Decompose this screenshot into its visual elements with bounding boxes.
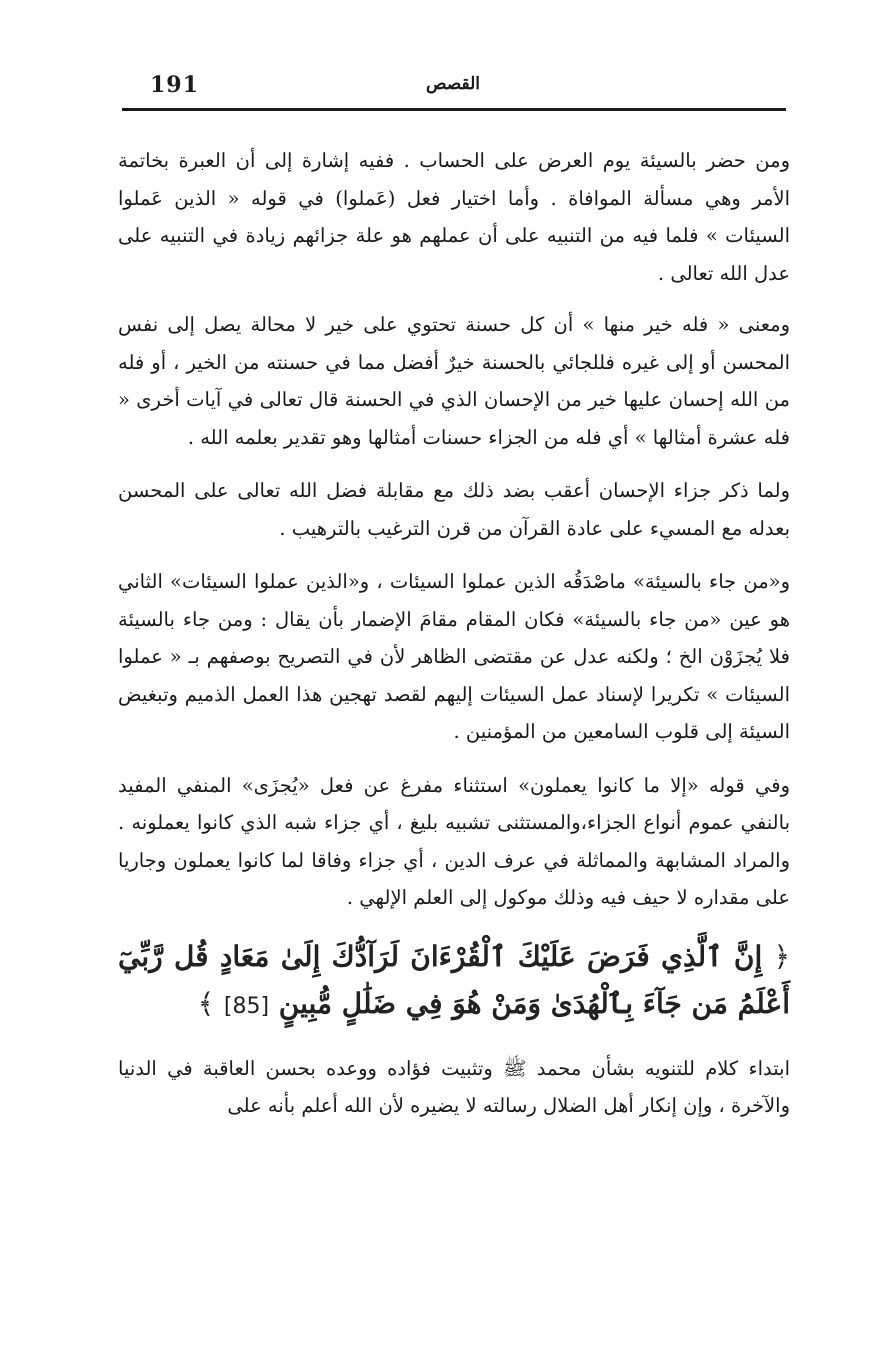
paragraph-commentary: ابتداء كلام للتنويه بشأن محمد ﷺ وتثبيت فؤاده ووعده بحسن العاقبة في الدنيا والآخرة ، وإن إنكار أهل الضلال رسالته لا يضيره لأن الله أعلم بأنه على: [118, 1056, 790, 1117]
page-header: [122, 62, 784, 108]
paragraph-5: وفي قوله «إلا ما كانوا يعملون» استثناء مفرغ عن فعل «يُجزَى» المنفي المفيد بالنفي عموم أنواع الجزاء،والمستثنى تشبيه بليغ ، أي جزاء شبه الذي كانوا يعملونه . والمراد المشابهة والمماثلة في عرف الدين ، أي جزاء وفاقا لما كانوا يعملون وجاريا على مقداره لا حيف فيه وذلك موكول إلى العلم الإلهي .: [118, 773, 790, 909]
body-text: [118, 142, 790, 1141]
header-rule: [122, 108, 786, 111]
verse-open-brace: ﴿: [773, 939, 790, 973]
verse-text: إِنَّ ٱلَّذِي فَرَضَ عَلَيْكَ ٱلْقُرْءَانَ لَرَآدُّكَ إِلَىٰ مَعَادٍ قُل رَّبِّيٓ أَعْلَمُ مَن جَآءَ بِٱلْهُدَىٰ وَمَنْ هُوَ فِي ضَلَٰلٍ مُّبِينٍ: [118, 939, 790, 1020]
verse-number: [85]: [223, 993, 270, 1019]
running-title: القصص: [425, 74, 481, 94]
paragraph-2: ومعنى « فله خير منها » أن كل حسنة تحتوي على خير لا محالة يصل إلى نفس المحسن أو إلى غيره فللجائي بالحسنة خيرٌ أفضل مما في حسنته من الخير ، أو فله من الله إحسان عليها خير من الإحسان الذي في الحسنة قال تعالى في آيات أخرى « فله عشرة أمثالها » أي فله من الجزاء حسنات أمثالها وهو تقدير بعلمه الله .: [118, 313, 790, 449]
verse-close-brace: ﴾: [197, 986, 215, 1020]
paragraph-4: و«من جاء بالسيئة» ماصْدَقُه الذين عملوا السيئات ، و«الذين عملوا السيئات» الثاني هو عين «من جاء بالسيئة» فكان المقام مقامَ الإضمار بأن يقال : ومن جاء بالسيئة فلا يُجزَوْن الخ ؛ ولكنه عدل عن مقتضى الظاهر لأن في التصريح بوصفهم بـ « عملوا السيئات » تكريرا لإسناد عمل السيئات إليهم لقصد تهجين هذا العمل الذميم وتبغيض السيئة إلى قلوب السامعين من المؤمنين .: [118, 570, 790, 743]
paragraph-1: ومن حضر بالسيئة يوم العرض على الحساب . ففيه إشارة إلى أن العبرة بخاتمة الأمر وهي مسألة الموافاة . وأما اختيار فعل (عَملوا) في قوله « الذين عَملوا السيئات » فلما فيه من التنبيه على أن عملهم هو علة جزائهم زيادة في التنبيه على عدل الله تعالى .: [118, 149, 790, 285]
paragraph-3: ولما ذكر جزاء الإحسان أعقب بضد ذلك مع مقابلة فضل الله تعالى على المحسن بعدله مع المسيء على عادة القرآن من قرن الترغيب بالترهيب .: [118, 479, 790, 540]
page-number: 191: [150, 72, 199, 98]
quran-verse: [118, 933, 790, 1030]
